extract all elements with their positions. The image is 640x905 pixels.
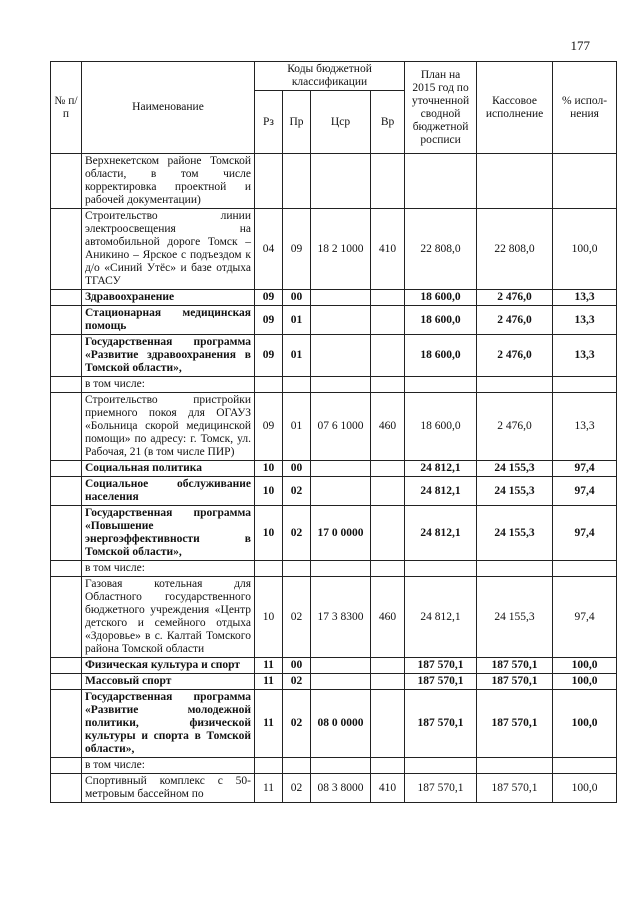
cell-vr bbox=[371, 377, 405, 393]
cell-num bbox=[51, 658, 82, 674]
cell-name: в том числе: bbox=[82, 758, 255, 774]
cell-pct: 100,0 bbox=[553, 690, 617, 758]
cell-name: в том числе: bbox=[82, 561, 255, 577]
cell-pr bbox=[283, 377, 311, 393]
cell-kass: 187 570,1 bbox=[477, 674, 553, 690]
cell-name: Массовый спорт bbox=[82, 674, 255, 690]
cell-name: Физическая культура и спорт bbox=[82, 658, 255, 674]
table-row bbox=[51, 335, 617, 377]
budget-table bbox=[50, 61, 617, 803]
cell-rz: 10 bbox=[255, 506, 283, 561]
table-row bbox=[51, 154, 617, 209]
cell-pct bbox=[553, 377, 617, 393]
cell-rz: 09 bbox=[255, 306, 283, 335]
cell-plan: 187 570,1 bbox=[405, 674, 477, 690]
cell-name: Государственная программа «Развитие молодежной политики, физической культуры и спорта в Томской области», bbox=[82, 690, 255, 758]
cell-pr bbox=[283, 561, 311, 577]
cell-rz: 10 bbox=[255, 477, 283, 506]
cell-pr: 02 bbox=[283, 774, 311, 803]
cell-csr: 17 3 8300 bbox=[311, 577, 371, 658]
cell-kass: 187 570,1 bbox=[477, 658, 553, 674]
table-row bbox=[51, 774, 617, 803]
cell-kass bbox=[477, 758, 553, 774]
cell-num bbox=[51, 393, 82, 461]
cell-pr: 02 bbox=[283, 577, 311, 658]
page-number: 177 bbox=[570, 38, 590, 53]
cell-rz: 10 bbox=[255, 461, 283, 477]
cell-rz: 09 bbox=[255, 393, 283, 461]
cell-num bbox=[51, 290, 82, 306]
cell-pr bbox=[283, 154, 311, 209]
cell-num bbox=[51, 306, 82, 335]
cell-plan bbox=[405, 758, 477, 774]
cell-num bbox=[51, 758, 82, 774]
cell-plan: 18 600,0 bbox=[405, 393, 477, 461]
cell-name: Государственная программа «Развитие здравоохранения в Томской области», bbox=[82, 335, 255, 377]
col-header-csr: Цср bbox=[311, 91, 371, 154]
cell-vr bbox=[371, 758, 405, 774]
cell-vr bbox=[371, 461, 405, 477]
cell-csr bbox=[311, 561, 371, 577]
cell-pct bbox=[553, 758, 617, 774]
cell-plan bbox=[405, 377, 477, 393]
cell-kass bbox=[477, 154, 553, 209]
cell-plan: 24 812,1 bbox=[405, 477, 477, 506]
cell-kass: 2 476,0 bbox=[477, 290, 553, 306]
col-header-plan: План на 2015 год по уточненной сводной бюджетной росписи bbox=[405, 62, 477, 154]
cell-num bbox=[51, 461, 82, 477]
table-row bbox=[51, 477, 617, 506]
cell-pr: 00 bbox=[283, 290, 311, 306]
cell-kass: 2 476,0 bbox=[477, 335, 553, 377]
cell-vr bbox=[371, 690, 405, 758]
cell-num bbox=[51, 154, 82, 209]
cell-vr: 460 bbox=[371, 393, 405, 461]
cell-pr: 09 bbox=[283, 209, 311, 290]
cell-kass: 24 155,3 bbox=[477, 506, 553, 561]
cell-num bbox=[51, 209, 82, 290]
cell-rz bbox=[255, 758, 283, 774]
cell-pct: 13,3 bbox=[553, 335, 617, 377]
cell-pr: 00 bbox=[283, 658, 311, 674]
cell-num bbox=[51, 377, 82, 393]
cell-csr bbox=[311, 477, 371, 506]
header-row-1 bbox=[51, 62, 617, 91]
cell-rz bbox=[255, 154, 283, 209]
cell-vr bbox=[371, 506, 405, 561]
cell-name: Стационарная медицинская помощь bbox=[82, 306, 255, 335]
cell-plan: 18 600,0 bbox=[405, 306, 477, 335]
cell-csr bbox=[311, 290, 371, 306]
cell-name: Верхнекетском районе Томской области, в том числе корректировка проектной и рабочей документации) bbox=[82, 154, 255, 209]
cell-csr: 08 3 8000 bbox=[311, 774, 371, 803]
cell-rz: 11 bbox=[255, 690, 283, 758]
cell-rz: 11 bbox=[255, 658, 283, 674]
cell-rz: 10 bbox=[255, 577, 283, 658]
cell-vr bbox=[371, 477, 405, 506]
cell-plan: 22 808,0 bbox=[405, 209, 477, 290]
cell-vr bbox=[371, 306, 405, 335]
cell-csr bbox=[311, 461, 371, 477]
table-row bbox=[51, 674, 617, 690]
col-header-vr: Вр bbox=[371, 91, 405, 154]
cell-name: Социальная политика bbox=[82, 461, 255, 477]
cell-vr bbox=[371, 290, 405, 306]
cell-kass: 22 808,0 bbox=[477, 209, 553, 290]
table-row bbox=[51, 758, 617, 774]
col-header-pct: % испол-нения bbox=[553, 62, 617, 154]
cell-csr: 17 0 0000 bbox=[311, 506, 371, 561]
cell-num bbox=[51, 477, 82, 506]
col-header-pr: Пр bbox=[283, 91, 311, 154]
cell-plan bbox=[405, 561, 477, 577]
cell-pr: 01 bbox=[283, 393, 311, 461]
cell-num bbox=[51, 774, 82, 803]
cell-pr: 02 bbox=[283, 674, 311, 690]
col-header-kass: Кассовое исполнение bbox=[477, 62, 553, 154]
cell-kass: 187 570,1 bbox=[477, 774, 553, 803]
cell-plan: 24 812,1 bbox=[405, 506, 477, 561]
cell-pct: 13,3 bbox=[553, 393, 617, 461]
cell-csr bbox=[311, 335, 371, 377]
cell-pr: 01 bbox=[283, 306, 311, 335]
table-row bbox=[51, 290, 617, 306]
cell-rz bbox=[255, 561, 283, 577]
cell-num bbox=[51, 561, 82, 577]
cell-name: Газовая котельная для Областного государственного бюджетного учреждения «Центр детского и семейного отдыха «Здоровье» в с. Калтай Томского района Томской области bbox=[82, 577, 255, 658]
table-row bbox=[51, 506, 617, 561]
cell-pct: 100,0 bbox=[553, 674, 617, 690]
cell-vr bbox=[371, 658, 405, 674]
cell-vr: 460 bbox=[371, 577, 405, 658]
cell-csr: 08 0 0000 bbox=[311, 690, 371, 758]
table-row bbox=[51, 306, 617, 335]
cell-rz: 11 bbox=[255, 674, 283, 690]
cell-rz: 09 bbox=[255, 335, 283, 377]
cell-kass bbox=[477, 377, 553, 393]
cell-pr: 02 bbox=[283, 477, 311, 506]
cell-pct: 97,4 bbox=[553, 506, 617, 561]
cell-csr: 18 2 1000 bbox=[311, 209, 371, 290]
cell-kass bbox=[477, 561, 553, 577]
cell-csr bbox=[311, 306, 371, 335]
cell-kass: 2 476,0 bbox=[477, 306, 553, 335]
cell-csr: 07 6 1000 bbox=[311, 393, 371, 461]
cell-rz: 04 bbox=[255, 209, 283, 290]
cell-pct: 100,0 bbox=[553, 658, 617, 674]
table-row bbox=[51, 561, 617, 577]
table-row bbox=[51, 377, 617, 393]
cell-kass: 187 570,1 bbox=[477, 690, 553, 758]
cell-pct: 13,3 bbox=[553, 306, 617, 335]
cell-pct: 100,0 bbox=[553, 774, 617, 803]
table-row bbox=[51, 461, 617, 477]
cell-name: Строительство линии электроосвещения на автомобильной дороге Томск – Аникино – Ярское с подъездом к д/о «Синий Утёс» и базе отдыха ТГАСУ bbox=[82, 209, 255, 290]
cell-name: Строительство пристройки приемного покоя для ОГАУЗ «Больница скорой медицинской помощи» по адресу: г. Томск, ул. Рабочая, 21 (в том числе ПИР) bbox=[82, 393, 255, 461]
cell-pct: 97,4 bbox=[553, 477, 617, 506]
table-row bbox=[51, 393, 617, 461]
cell-pr bbox=[283, 758, 311, 774]
cell-pct: 97,4 bbox=[553, 577, 617, 658]
cell-num bbox=[51, 674, 82, 690]
cell-pr: 00 bbox=[283, 461, 311, 477]
cell-csr bbox=[311, 154, 371, 209]
cell-plan: 187 570,1 bbox=[405, 658, 477, 674]
cell-pr: 02 bbox=[283, 690, 311, 758]
cell-kass: 24 155,3 bbox=[477, 461, 553, 477]
cell-plan: 187 570,1 bbox=[405, 690, 477, 758]
table-row bbox=[51, 658, 617, 674]
cell-kass: 2 476,0 bbox=[477, 393, 553, 461]
cell-num bbox=[51, 335, 82, 377]
col-header-name: Наименование bbox=[82, 62, 255, 154]
cell-vr bbox=[371, 561, 405, 577]
cell-pr: 02 bbox=[283, 506, 311, 561]
cell-plan: 24 812,1 bbox=[405, 577, 477, 658]
cell-name: Здравоохранение bbox=[82, 290, 255, 306]
cell-plan: 187 570,1 bbox=[405, 774, 477, 803]
cell-name: Государственная программа «Повышение энергоэффективности в Томской области», bbox=[82, 506, 255, 561]
cell-name: в том числе: bbox=[82, 377, 255, 393]
table-body bbox=[51, 154, 617, 803]
cell-pct bbox=[553, 561, 617, 577]
col-header-rz: Рз bbox=[255, 91, 283, 154]
cell-num bbox=[51, 690, 82, 758]
cell-vr bbox=[371, 154, 405, 209]
cell-vr bbox=[371, 674, 405, 690]
cell-plan: 24 812,1 bbox=[405, 461, 477, 477]
cell-pct: 13,3 bbox=[553, 290, 617, 306]
cell-pr: 01 bbox=[283, 335, 311, 377]
cell-num bbox=[51, 577, 82, 658]
cell-rz bbox=[255, 377, 283, 393]
cell-kass: 24 155,3 bbox=[477, 577, 553, 658]
cell-rz: 09 bbox=[255, 290, 283, 306]
cell-pct: 100,0 bbox=[553, 209, 617, 290]
cell-vr: 410 bbox=[371, 774, 405, 803]
cell-pct: 97,4 bbox=[553, 461, 617, 477]
cell-csr bbox=[311, 758, 371, 774]
cell-name: Спортивный комплекс с 50-метровым бассейном по bbox=[82, 774, 255, 803]
cell-plan: 18 600,0 bbox=[405, 335, 477, 377]
cell-plan: 18 600,0 bbox=[405, 290, 477, 306]
table-row bbox=[51, 209, 617, 290]
cell-csr bbox=[311, 674, 371, 690]
cell-num bbox=[51, 506, 82, 561]
cell-vr bbox=[371, 335, 405, 377]
cell-plan bbox=[405, 154, 477, 209]
col-header-codes: Коды бюджетной классификации bbox=[255, 62, 405, 91]
cell-kass: 24 155,3 bbox=[477, 477, 553, 506]
cell-csr bbox=[311, 377, 371, 393]
table-row bbox=[51, 690, 617, 758]
col-header-num: № п/п bbox=[51, 62, 82, 154]
cell-pct bbox=[553, 154, 617, 209]
table-row bbox=[51, 577, 617, 658]
cell-vr: 410 bbox=[371, 209, 405, 290]
cell-rz: 11 bbox=[255, 774, 283, 803]
cell-name: Социальное обслуживание населения bbox=[82, 477, 255, 506]
cell-csr bbox=[311, 658, 371, 674]
